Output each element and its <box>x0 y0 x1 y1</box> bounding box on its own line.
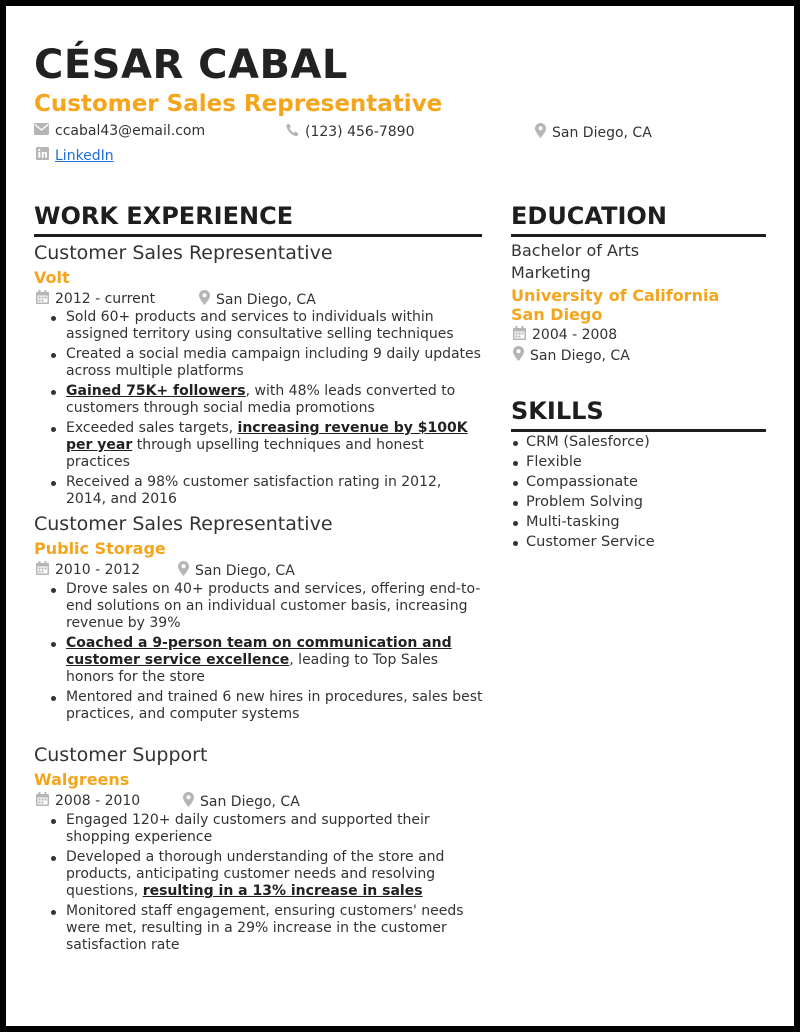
job-location <box>178 561 295 580</box>
education-school: University of California San Diego <box>511 286 720 324</box>
skill-item: CRM (Salesforce) <box>511 434 766 454</box>
job-dates-text: 2010 - 2012 <box>55 562 141 578</box>
job-role: Customer Sales Representative <box>34 242 333 264</box>
phone-icon <box>286 123 299 141</box>
calendar-icon <box>513 326 526 344</box>
job-bullets <box>34 309 484 511</box>
list-item: Exceeded sales targets, increasing revenue by $100K per year through upselling techniques and honest practices <box>34 420 484 471</box>
calendar-icon <box>36 792 49 810</box>
skill-item: Flexible <box>511 454 766 474</box>
skills-heading: SKILLS <box>511 397 766 432</box>
job-dates <box>36 290 155 308</box>
skill-item: Multi-tasking <box>511 514 766 534</box>
education-dates-text: 2004 - 2008 <box>532 327 618 343</box>
job-role: Customer Support <box>34 744 208 766</box>
resume-page <box>6 6 794 1026</box>
job-bullets <box>34 812 484 957</box>
job-company: Walgreens <box>34 770 130 789</box>
phone-text: (123) 456-7890 <box>305 124 415 140</box>
map-pin-icon <box>199 290 210 309</box>
contact-location <box>535 123 652 142</box>
list-item: Monitored staff engagement, ensuring customers' needs were met, resulting in a 29% increase in the customer satisfaction rate <box>34 903 484 954</box>
job-bullets <box>34 581 484 726</box>
job-role: Customer Sales Representative <box>34 513 333 535</box>
calendar-icon <box>36 561 49 579</box>
skill-item: Compassionate <box>511 474 766 494</box>
candidate-title: Customer Sales Representative <box>34 91 443 117</box>
contact-email <box>34 123 205 139</box>
list-item: Drove sales on 40+ products and services, offering end-to-end solutions on an individual customer basis, increasing revenue by 39% <box>34 581 484 632</box>
list-item: Engaged 120+ daily customers and supported their shopping experience <box>34 812 484 846</box>
list-item: Developed a thorough understanding of the store and products, anticipating customer needs and resolving questions, resulting in a 13% increase in sales <box>34 849 484 900</box>
list-item: Received a 98% customer satisfaction rating in 2012, 2014, and 2016 <box>34 474 484 508</box>
candidate-name: CÉSAR CABAL <box>34 42 348 88</box>
job-location-text: San Diego, CA <box>200 793 300 810</box>
education-location-text: San Diego, CA <box>530 347 630 364</box>
job-location <box>199 290 316 309</box>
skill-item: Problem Solving <box>511 494 766 514</box>
job-location-text: San Diego, CA <box>216 291 316 308</box>
job-company: Volt <box>34 268 70 287</box>
linkedin-link[interactable]: LinkedIn <box>55 147 114 164</box>
job-company: Public Storage <box>34 539 166 558</box>
location-text: San Diego, CA <box>552 124 652 141</box>
education-heading: EDUCATION <box>511 202 766 237</box>
work-experience-heading: WORK EXPERIENCE <box>34 202 482 237</box>
map-pin-icon <box>535 123 546 142</box>
skill-item: Customer Service <box>511 534 766 554</box>
list-item: Created a social media campaign including 9 daily updates across multiple platforms <box>34 346 484 380</box>
job-location-text: San Diego, CA <box>195 562 295 579</box>
skills-list <box>511 434 766 554</box>
contact-phone <box>286 123 415 141</box>
linkedin-icon <box>36 147 49 164</box>
job-dates-text: 2012 - current <box>55 291 156 307</box>
job-dates <box>36 561 140 579</box>
list-item: Sold 60+ products and services to individuals within assigned territory using consultative selling techniques <box>34 309 484 343</box>
email-text: ccabal43@email.com <box>55 123 206 139</box>
education-degree: Bachelor of Arts <box>511 241 640 260</box>
education-dates <box>513 326 617 344</box>
job-dates <box>36 792 140 810</box>
calendar-icon <box>36 290 49 308</box>
list-item: Mentored and trained 6 new hires in procedures, sales best practices, and computer systems <box>34 689 484 723</box>
job-dates-text: 2008 - 2010 <box>55 793 141 809</box>
job-location <box>183 792 300 811</box>
map-pin-icon <box>513 346 524 365</box>
map-pin-icon <box>178 561 189 580</box>
map-pin-icon <box>183 792 194 811</box>
list-item: Gained 75K+ followers, with 48% leads converted to customers through social media promotions <box>34 383 484 417</box>
envelope-icon <box>34 123 49 139</box>
list-item: Coached a 9-person team on communication and customer service excellence, leading to Top Sales honors for the store <box>34 635 484 686</box>
education-major: Marketing <box>511 263 591 282</box>
education-location <box>513 346 630 365</box>
contact-linkedin <box>36 147 114 164</box>
